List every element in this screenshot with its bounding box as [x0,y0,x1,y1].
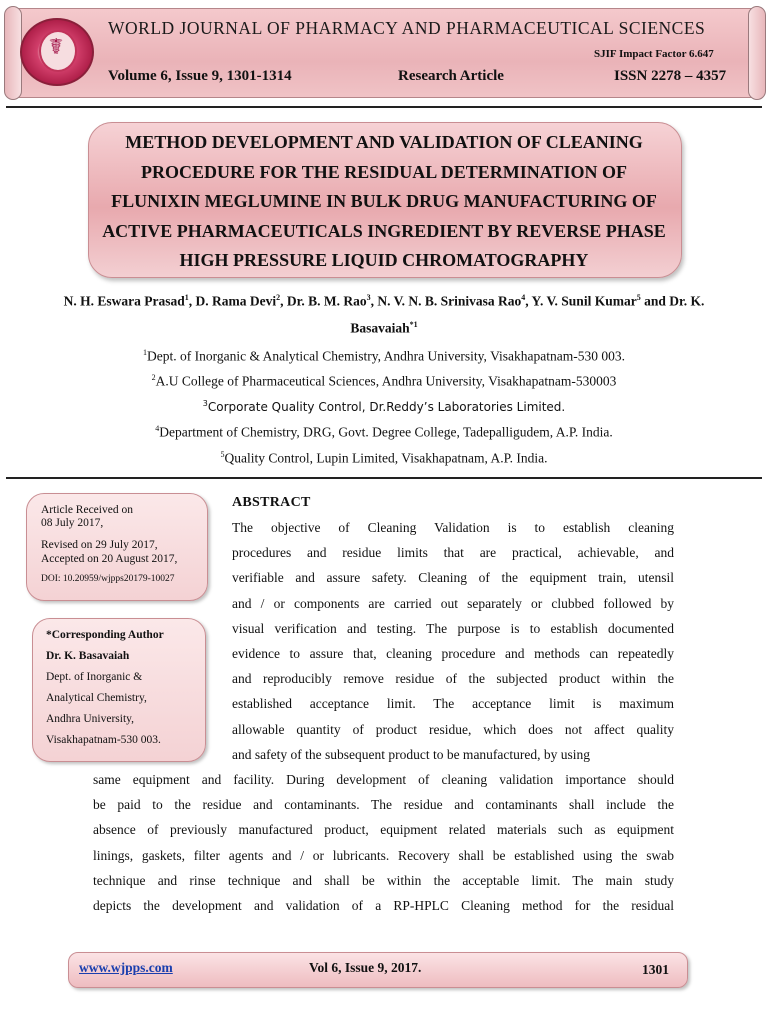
corresponding-address-line: Andhra University, [46,713,135,725]
author-list [60,286,708,339]
journal-title: WORLD JOURNAL OF PHARMACY AND PHARMACEUTICAL SCIENCES [108,18,706,38]
author-separator: , [370,293,378,309]
volume-info: Volume 6, Issue 9, 1301-1314 [108,68,292,84]
corresponding-name: Dr. K. Basavaiah [46,650,130,662]
scroll-right-decoration [748,6,766,100]
author-name: D. Rama Devi [195,293,277,309]
abstract-line: absence of previously manufactured product, equipment related materials such as equipment [93,822,674,838]
article-info-box [26,493,208,601]
header-divider [6,106,762,108]
abstract-line: established acceptance limit. The acceptance limit is maximum [232,696,674,712]
caduceus-icon: ☤ [48,34,64,59]
abstract-line: The objective of Cleaning Validation is to establish cleaning [232,520,674,535]
author-name: N. H. Eswara Prasad [63,293,185,309]
abstract-line: be paid to the residue and contaminants. The residue and contaminants shall include the [93,797,674,813]
corresponding-author-box [32,618,206,762]
affiliation-text: Corporate Quality Control, Dr.Reddy’s Laboratories Limited. [207,400,566,414]
received-date: 08 July 2017, [41,517,104,529]
abstract-line: and reproducibly remove residue of the subjected product within the [232,671,674,687]
author-separator: and [640,293,670,309]
impact-factor: SJIF Impact Factor 6.647 [594,48,714,60]
affiliation-text: Quality Control, Lupin Limited, Visakhapatnam, A.P. India. [224,450,548,466]
abstract-heading: ABSTRACT [232,495,311,510]
affiliation-mark: 1 [143,348,147,357]
author-affiliation-mark: 2 [276,293,281,302]
author-affiliation-mark: 3 [366,293,371,302]
author-name: Dr. B. M. Rao [286,293,367,309]
affiliation-mark: 3 [202,399,208,408]
received-label: Article Received on [41,504,133,516]
title-line: HIGH PRESSURE LIQUID CHROMATOGRAPHY [179,250,589,270]
title-line: METHOD DEVELOPMENT AND VALIDATION OF CLEANING [125,132,643,152]
abstract-line: depicts the development and validation of a RP-HPLC Cleaning method for the residual [93,898,674,914]
paper-title [96,128,672,276]
corresponding-address-line: Dept. of Inorganic & [46,671,143,683]
title-line: FLUNIXIN MEGLUMINE IN BULK DRUG MANUFACTURING OF [111,191,657,211]
abstract-line: evidence to assure that, cleaning procedure and methods can repeatedly [232,646,674,662]
affiliation [40,424,728,441]
author-affiliation-mark: 5 [636,293,641,302]
abstract-column-text [232,515,674,767]
author-name: Dr. K. Basavaiah [350,293,705,335]
affiliation [40,399,728,414]
affiliation-text: A.U College of Pharmaceutical Sciences, Andhra University, Visakhapatnam-530003 [155,373,617,389]
doi: DOI: 10.20959/wjpps20179-10027 [41,574,175,584]
abstract-line: verifiable and assure safety. Cleaning of the equipment train, utensil [232,570,674,586]
page-number: 1301 [642,962,669,977]
affiliation [40,450,728,467]
abstract-line: technique and rinse technique and shall be within the acceptable limit. The main study [93,872,674,888]
article-type: Research Article [398,68,504,84]
author-affiliation-mark: 4 [521,293,526,302]
abstract-full-width-text [93,767,674,918]
revised-date: Revised on 29 July 2017, [41,539,158,551]
abstract-line: and safety of the subsequent product to be manufactured, by using [232,746,591,762]
author-name: Y. V. Sunil Kumar [531,293,637,309]
title-line: ACTIVE PHARMACEUTICALS INGREDIENT BY REVERSE PHASE [102,220,666,241]
author-name: N. V. N. B. Srinivasa Rao [377,293,522,309]
corresponding-address-line: Analytical Chemistry, [46,692,147,704]
abstract-line: and / or components are carried out separately or clubbed followed by [232,595,674,611]
abstract-line: allowable quantity of product residue, which does not affect quality [232,721,674,737]
issn: ISSN 2278 – 4357 [614,68,727,84]
author-separator: , [280,293,287,309]
affiliation-text: Department of Chemistry, DRG, Govt. Degree College, Tadepalligudem, A.P. India. [159,424,613,440]
author-affiliation-mark: 1 [184,293,189,302]
author-separator: , [188,293,196,309]
affiliation-mark: 2 [151,373,156,382]
affiliation-text: Dept. of Inorganic & Analytical Chemistry, Andhra University, Visakhapatnam-530 003. [147,348,625,364]
abstract-line: procedures and residue limits that are practical, achievable, and [232,545,674,561]
affiliation [40,348,728,365]
author-separator: , [525,293,532,309]
affiliation-mark: 5 [220,450,225,459]
corresponding-label: *Corresponding Author [46,629,164,641]
accepted-date: Accepted on 20 August 2017, [41,553,178,565]
affiliation [40,373,728,390]
section-divider [6,477,762,479]
author-affiliation-mark: *1 [409,319,418,329]
affiliation-mark: 4 [155,424,160,433]
footer-volume: Vol 6, Issue 9, 2017. [309,960,422,975]
title-line: PROCEDURE FOR THE RESIDUAL DETERMINATION OF [141,161,627,182]
abstract-line: same equipment and facility. During development of cleaning validation importance should [93,772,674,787]
corresponding-address-line: Visakhapatnam-530 003. [46,734,161,746]
abstract-line: linings, gaskets, filter agents and / or lubricants. Recovery shall be established using the swab [93,847,674,863]
abstract-line: visual verification and testing. The purpose is to establish documented [232,620,674,636]
journal-website-link[interactable]: www.wjpps.com [79,960,173,975]
